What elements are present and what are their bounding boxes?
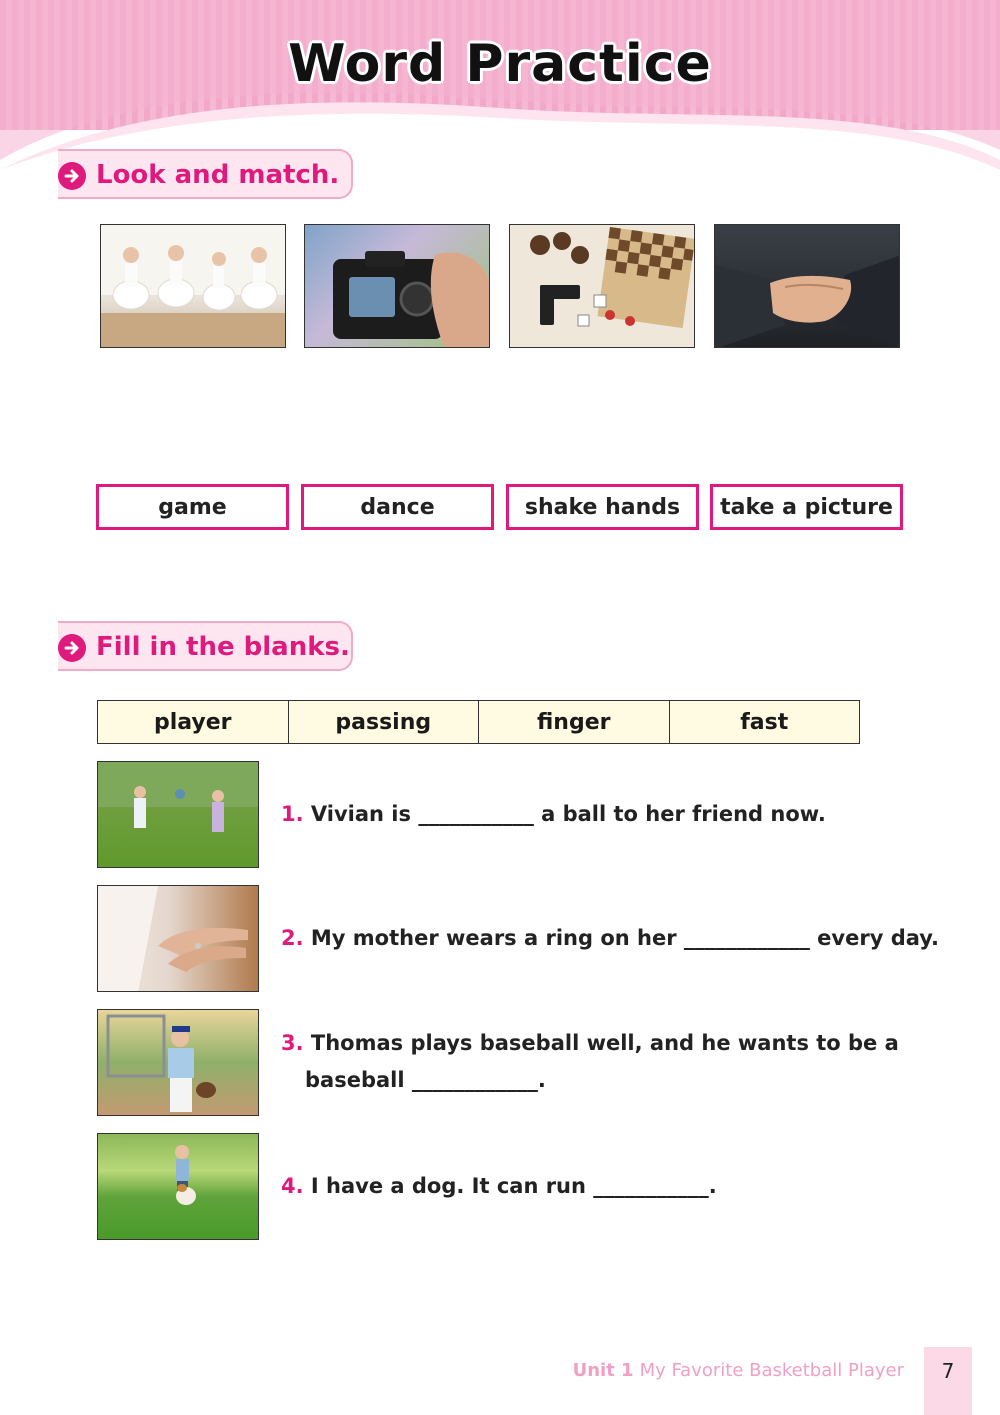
baseball-boy-photo	[97, 1009, 259, 1116]
word-bank-item: fast	[740, 709, 789, 735]
question-text: My mother wears a ring on her ____________ every day.	[310, 926, 940, 950]
ballet-dancers-photo	[100, 224, 286, 348]
word-bank	[97, 700, 860, 744]
arrow-right-icon	[58, 634, 86, 662]
question-number: 2.	[281, 926, 304, 950]
footer-unit-number: Unit 1	[572, 1360, 634, 1381]
footer-unit-title: My Favorite Basketball Player	[639, 1360, 904, 1381]
question-4	[281, 1168, 717, 1205]
arrow-right-icon	[58, 162, 86, 190]
question-text-continued: baseball ____________.	[305, 1068, 546, 1092]
girls-playing-ball-photo	[97, 761, 259, 868]
word-bank-item: finger	[479, 701, 670, 743]
question-2	[281, 920, 939, 957]
footer-unit-label	[573, 1360, 904, 1381]
handshake-photo	[714, 224, 900, 348]
camera-photo	[304, 224, 490, 348]
match-word-game[interactable]: game	[96, 484, 289, 530]
question-number: 4.	[281, 1174, 304, 1198]
boy-and-dog-photo	[97, 1133, 259, 1240]
board-games-photo	[509, 224, 695, 348]
word-bank-item: passing	[289, 701, 480, 743]
match-word-take-a-picture[interactable]: take a picture	[710, 484, 903, 530]
question-text: Thomas plays baseball well, and he wants to be a	[310, 1031, 899, 1055]
question-text: I have a dog. It can run ___________.	[310, 1174, 717, 1198]
match-word-dance[interactable]: dance	[301, 484, 494, 530]
section-title-match: Look and match.	[96, 160, 340, 190]
page-title: Word Practice	[288, 34, 712, 94]
question-1	[281, 796, 826, 833]
section-title-fill: Fill in the blanks.	[96, 632, 350, 662]
match-word-shake-hands[interactable]: shake hands	[506, 484, 699, 530]
question-number: 1.	[281, 802, 304, 826]
section-header-fill	[58, 621, 353, 671]
word-bank-item: player	[98, 701, 289, 743]
page-number: 7	[924, 1347, 972, 1415]
question-3	[281, 1025, 899, 1099]
question-text: Vivian is ___________ a ball to her friend now.	[310, 802, 826, 826]
hand-ring-photo	[97, 885, 259, 992]
section-header-match	[58, 149, 353, 199]
question-number: 3.	[281, 1031, 304, 1055]
